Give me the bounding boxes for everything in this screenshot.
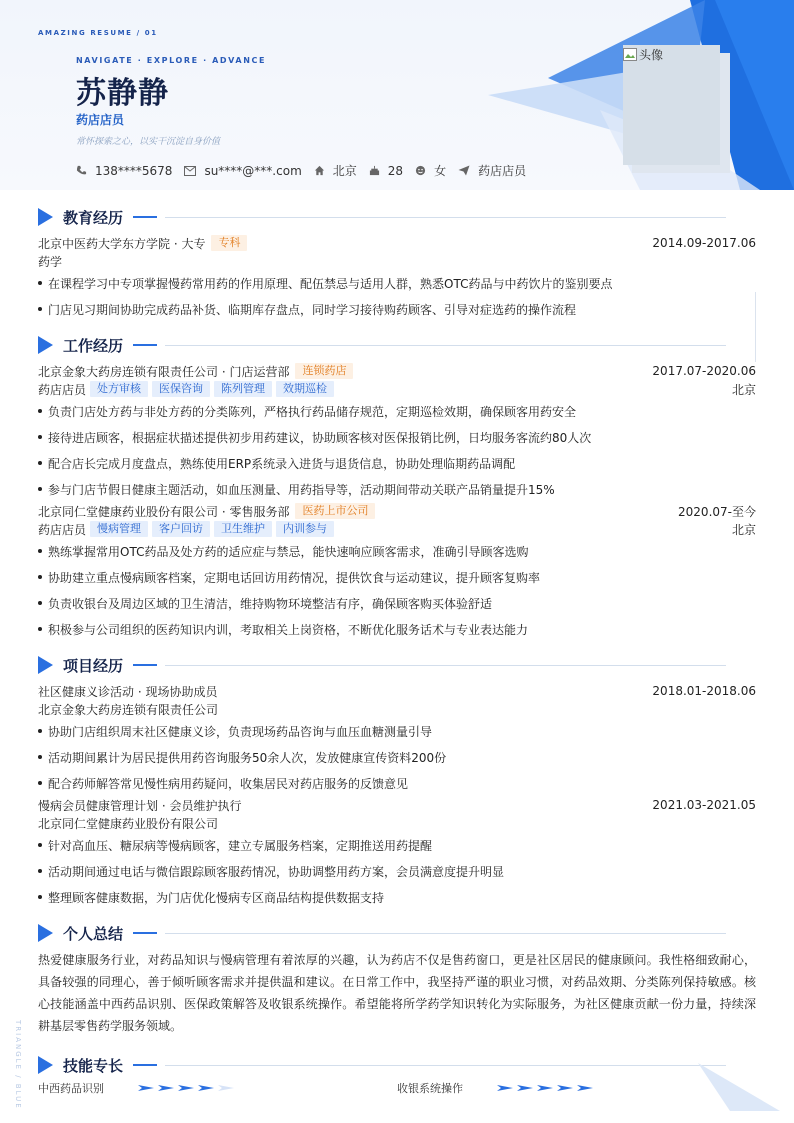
contact-email <box>184 164 301 178</box>
summary-text: 热爱健康服务行业，对药品知识与慢病管理有着浓厚的兴趣，认为药店不仅是售药窗口，更是社区居民的健康顾问。我性格细致耐心，具备较强的同理心，善于倾听顾客需求并提供温和建议。在日常工作中，我坚持严谨的职业习惯，对药品效期、分类陈列保持敏感。核心技能涵盖中西药品识别、医保政策解答及收银系统操作。希望能将所学药学知识转化为实际服务，为社区健康贡献一份力量，持续深耕基层零售药学服务领域。 <box>38 953 756 1033</box>
list-item: 配合店长完成月度盘点，熟练使用ERP系统录入进货与退货信息，协助处理临期药品调配 <box>38 450 756 476</box>
level-arrow-icon <box>577 1085 593 1091</box>
gender-icon <box>415 165 426 176</box>
level-arrow-icon <box>497 1085 513 1091</box>
project-entry <box>38 796 756 910</box>
list-item: 活动期间累计为居民提供用药咨询服务50余人次，发放健康宣传资料200份 <box>38 744 756 770</box>
list-item: 熟练掌握常用OTC药品及处方药的适应症与禁忌，能快速响应顾客需求，准确引导顾客选购 <box>38 538 756 564</box>
job-date: 2017.07-2020.06 <box>652 364 756 378</box>
nav-tag: NAVIGATE · EXPLORE · ADVANCE <box>76 56 267 65</box>
candidate-role: 药店店员 <box>76 113 125 127</box>
level-arrow-icon <box>138 1085 154 1091</box>
section-title: 个人总结 <box>63 924 124 943</box>
company-name: 北京同仁堂健康药业股份有限公司 · 零售服务部 <box>38 504 290 519</box>
list-item: 配合药师解答常见慢性病用药疑问，收集居民对药店服务的反馈意见 <box>38 770 756 796</box>
project-date: 2018.01-2018.06 <box>652 684 756 698</box>
level-arrow-icon <box>517 1085 533 1091</box>
triangle-icon <box>38 336 53 354</box>
cake-icon <box>369 165 380 176</box>
education-date: 2014.09-2017.06 <box>652 236 756 250</box>
level-arrow-icon <box>537 1085 553 1091</box>
job-date: 2020.07-至今 <box>678 504 756 519</box>
level-arrow-icon <box>218 1085 234 1091</box>
project-entry <box>38 682 756 796</box>
photo-alt-text: 头像 <box>639 48 664 62</box>
skills-heading <box>38 1055 756 1075</box>
company-tag: 医药上市公司 <box>295 503 375 519</box>
section-title: 工作经历 <box>63 336 124 355</box>
position: 药店店员 <box>38 522 87 537</box>
list-item: 针对高血压、糖尿病等慢病顾客，建立专属服务档案，定期推送用药提醒 <box>38 832 756 858</box>
projects-section <box>38 655 756 910</box>
skills-section <box>38 1055 756 1075</box>
job-location: 北京 <box>731 522 756 537</box>
contact-city <box>314 162 357 179</box>
list-item: 在课程学习中专项掌握慢药常用药的作用原理、配伍禁忌与适用人群，熟悉OTC药品与中药饮片的鉴别要点 <box>38 270 756 296</box>
level-arrow-icon <box>158 1085 174 1091</box>
send-icon <box>458 165 470 176</box>
triangle-icon <box>38 208 53 226</box>
education-section <box>38 207 756 322</box>
job-entry <box>38 502 756 642</box>
education-heading <box>38 207 756 227</box>
section-title: 教育经历 <box>63 208 124 227</box>
level-arrow-icon <box>557 1085 573 1091</box>
skill-tag: 处方审核 <box>90 381 148 397</box>
contact-phone <box>76 164 172 178</box>
project-date: 2021.03-2021.05 <box>652 798 756 812</box>
motto: 常怀探索之心，以实干沉淀自身价值 <box>76 137 221 147</box>
top-tag: AMAZING RESUME / 01 <box>38 29 158 37</box>
skill-tag: 效期巡检 <box>276 381 334 397</box>
phone-icon <box>76 165 87 176</box>
contact-city-text: 北京 <box>332 164 357 178</box>
skill-tag: 内训参与 <box>276 521 334 537</box>
skill-tag: 陈列管理 <box>214 381 272 397</box>
project-name: 社区健康义诊活动 · 现场协助成员 <box>38 684 218 699</box>
project-name: 慢病会员健康管理计划 · 会员维护执行 <box>38 798 242 813</box>
work-section <box>38 335 756 642</box>
level-arrow-icon <box>178 1085 194 1091</box>
triangle-icon <box>38 924 53 942</box>
section-title: 技能专长 <box>63 1056 124 1075</box>
summary-heading <box>38 923 756 943</box>
skill-name: 中西药品识别 <box>38 1082 104 1095</box>
project-org: 北京金象大药房连锁有限责任公司 <box>38 702 219 717</box>
company-name: 北京金象大药房连锁有限责任公司 · 门店运营部 <box>38 364 290 379</box>
list-item: 整理顾客健康数据，为门店优化慢病专区商品结构提供数据支持 <box>38 884 756 910</box>
skill-tag: 客户回访 <box>152 521 210 537</box>
skill-level <box>497 1085 597 1091</box>
job-location: 北京 <box>731 382 756 397</box>
skill-name: 收银系统操作 <box>397 1082 463 1095</box>
candidate-name: 苏静静 <box>76 76 169 111</box>
project-org: 北京同仁堂健康药业股份有限公司 <box>38 816 219 831</box>
list-item: 积极参与公司组织的医药知识内训，考取相关上岗资格，不断优化服务话术与专业表达能力 <box>38 616 756 642</box>
skills-list <box>38 1080 756 1096</box>
company-tag: 连锁药店 <box>295 363 353 379</box>
triangle-icon <box>38 656 53 674</box>
list-item: 门店见习期间协助完成药品补货、临期库存盘点，同时学习接待购药顾客、引导对症选药的操作流程 <box>38 296 756 322</box>
skill-level <box>138 1085 238 1091</box>
triangle-icon <box>38 1056 53 1074</box>
contact-gender-text: 女 <box>434 164 447 178</box>
contact-age-text: 28 <box>387 163 404 178</box>
contact-gender <box>415 162 446 179</box>
work-heading <box>38 335 756 355</box>
school-name: 北京中医药大学东方学院 · 大专 <box>38 236 206 251</box>
mail-icon <box>184 166 196 176</box>
skill-tag: 医保咨询 <box>152 381 210 397</box>
job-entry <box>38 362 756 502</box>
position: 药店店员 <box>38 382 87 397</box>
list-item: 参与门店节假日健康主题活动，如血压测量、用药指导等，活动期间带动关联产品销量提升15% <box>38 476 756 502</box>
contact-intent-text: 药店店员 <box>478 164 527 178</box>
contact-age <box>369 164 403 178</box>
degree-tag: 专科 <box>211 235 247 251</box>
level-arrow-icon <box>198 1085 214 1091</box>
contact-phone-text: 138****5678 <box>95 163 173 178</box>
list-item: 负责收银台及周边区域的卫生清洁，维持购物环境整洁有序，确保顾客购买体验舒适 <box>38 590 756 616</box>
contact-intent <box>458 162 526 179</box>
avatar <box>623 45 720 165</box>
skill-tag: 慢病管理 <box>90 521 148 537</box>
list-item: 接待进店顾客，根据症状描述提供初步用药建议，协助顾客核对医保报销比例，日均服务客流约80人次 <box>38 424 756 450</box>
side-text: TRIANGLE / BLUE <box>14 1020 22 1110</box>
contact-bar <box>76 162 538 179</box>
major: 药学 <box>38 254 63 269</box>
contact-email-text: su****@***.com <box>204 163 302 178</box>
skill-item <box>397 1080 756 1096</box>
skill-tag: 卫生维护 <box>214 521 272 537</box>
list-item: 活动期间通过电话与微信跟踪顾客服药情况，协助调整用药方案，会员满意度提升明显 <box>38 858 756 884</box>
list-item: 负责门店处方药与非处方药的分类陈列，严格执行药品储存规范，定期巡检效期，确保顾客用药安全 <box>38 398 756 424</box>
section-title: 项目经历 <box>63 656 124 675</box>
home-icon <box>314 165 325 176</box>
education-row <box>38 234 756 252</box>
list-item: 协助门店组织周末社区健康义诊，负责现场药品咨询与血压血糖测量引导 <box>38 718 756 744</box>
skill-item <box>38 1080 397 1096</box>
projects-heading <box>38 655 756 675</box>
summary-section <box>38 923 756 1037</box>
broken-image-icon <box>623 48 639 62</box>
list-item: 协助建立重点慢病顾客档案，定期电话回访用药情况，提供饮食与运动建议，提升顾客复购率 <box>38 564 756 590</box>
